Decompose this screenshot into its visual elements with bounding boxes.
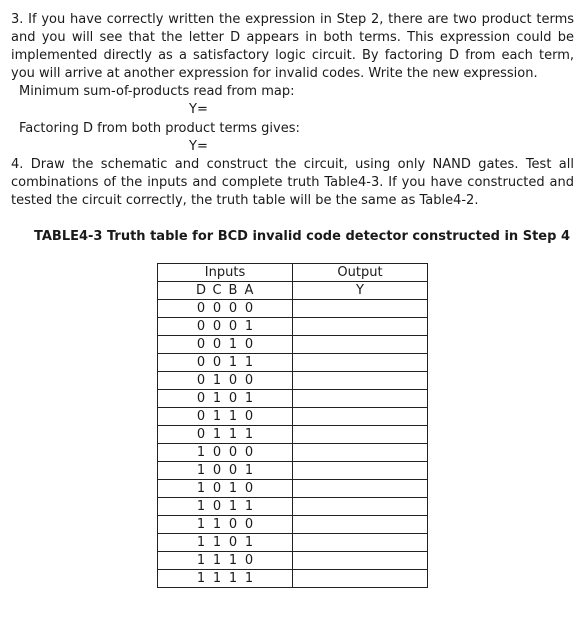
- input-var-names: [158, 282, 293, 300]
- input-bit: 0: [228, 463, 238, 478]
- input-bit: 0: [228, 517, 238, 532]
- input-bit: 1: [244, 355, 254, 370]
- output-cell[interactable]: [293, 444, 428, 462]
- input-combination: [158, 570, 293, 588]
- table-row: [158, 372, 428, 390]
- var-a: A: [244, 283, 254, 298]
- input-combination: [158, 354, 293, 372]
- input-combination: [158, 480, 293, 498]
- input-combination: [158, 516, 293, 534]
- var-d: D: [195, 283, 206, 298]
- output-cell[interactable]: [293, 318, 428, 336]
- input-bit: 1: [212, 553, 222, 568]
- truth-table: [157, 263, 428, 588]
- input-combination: [158, 534, 293, 552]
- input-bit: 0: [196, 301, 206, 316]
- step3-paragraph: 3. If you have correctly written the expression in Step 2, there are two product terms and you will see that the letter D appears in both terms. This expression could be implemented directly as a satisfactory logic circuit. By factoring D from each term, you will arrive at another expression for invalid codes. Write the new expression.: [11, 12, 574, 81]
- table-row: [158, 300, 428, 318]
- table-row: [158, 408, 428, 426]
- input-bit: 1: [228, 571, 238, 586]
- input-bit: 0: [212, 445, 222, 460]
- table-header-row: [158, 264, 428, 282]
- input-bit: 1: [244, 499, 254, 514]
- input-bit: 0: [196, 319, 206, 334]
- input-bit: 1: [212, 373, 222, 388]
- output-cell[interactable]: [293, 426, 428, 444]
- table-row: [158, 480, 428, 498]
- output-cell[interactable]: [293, 336, 428, 354]
- input-bit: 1: [212, 571, 222, 586]
- input-bit: 0: [196, 337, 206, 352]
- input-bit: 1: [244, 319, 254, 334]
- output-cell[interactable]: [293, 498, 428, 516]
- table-row: [158, 498, 428, 516]
- input-bit: 1: [228, 409, 238, 424]
- table-row: [158, 462, 428, 480]
- table-row: [158, 534, 428, 552]
- input-bit: 1: [196, 571, 206, 586]
- var-c: C: [212, 283, 222, 298]
- input-bit: 1: [228, 481, 238, 496]
- output-cell[interactable]: [293, 552, 428, 570]
- output-cell[interactable]: [293, 408, 428, 426]
- input-bit: 0: [244, 409, 254, 424]
- input-bit: 1: [196, 553, 206, 568]
- output-cell[interactable]: [293, 390, 428, 408]
- input-bit: 0: [244, 301, 254, 316]
- input-combination: [158, 318, 293, 336]
- y-expression-2: Y=: [189, 139, 208, 154]
- table-row: [158, 444, 428, 462]
- input-combination: [158, 498, 293, 516]
- output-cell[interactable]: [293, 534, 428, 552]
- table-row: [158, 390, 428, 408]
- input-bit: 1: [244, 427, 254, 442]
- input-combination: [158, 300, 293, 318]
- factoring-label: Factoring D from both product terms gives:: [19, 121, 300, 136]
- input-bit: 0: [212, 337, 222, 352]
- inputs-header: Inputs: [158, 264, 293, 282]
- input-bit: 0: [228, 391, 238, 406]
- table-row: [158, 318, 428, 336]
- input-bit: 1: [244, 463, 254, 478]
- step4-paragraph: 4. Draw the schematic and construct the circuit, using only NAND gates. Test all combinations of the inputs and complete truth Table4-3. If you have constructed and tested the circuit correctly, the truth table will be the same as Table4-2.: [11, 157, 574, 208]
- input-bit: 0: [228, 373, 238, 388]
- input-bit: 1: [228, 355, 238, 370]
- input-bit: 1: [228, 499, 238, 514]
- table-row: [158, 354, 428, 372]
- input-bit: 1: [212, 409, 222, 424]
- input-bit: 0: [244, 337, 254, 352]
- input-bit: 1: [228, 427, 238, 442]
- input-combination: [158, 552, 293, 570]
- input-bit: 0: [244, 373, 254, 388]
- input-bit: 1: [196, 535, 206, 550]
- input-bit: 0: [196, 409, 206, 424]
- input-bit: 1: [196, 463, 206, 478]
- input-bit: 0: [196, 427, 206, 442]
- input-bit: 0: [212, 301, 222, 316]
- table-caption: TABLE4-3 Truth table for BCD invalid code detector constructed in Step 4: [33, 229, 570, 244]
- var-b: B: [228, 283, 238, 298]
- table-row: [158, 552, 428, 570]
- input-bit: 1: [196, 481, 206, 496]
- input-bit: 1: [212, 517, 222, 532]
- input-bit: 0: [228, 445, 238, 460]
- input-bit: 0: [196, 355, 206, 370]
- input-bit: 0: [228, 319, 238, 334]
- input-bit: 1: [196, 445, 206, 460]
- input-combination: [158, 336, 293, 354]
- input-bit: 1: [244, 535, 254, 550]
- input-bit: 1: [212, 427, 222, 442]
- output-cell[interactable]: [293, 480, 428, 498]
- output-cell[interactable]: [293, 372, 428, 390]
- input-bit: 0: [228, 301, 238, 316]
- input-bit: 0: [212, 499, 222, 514]
- min-sop-label: Minimum sum-of-products read from map:: [19, 84, 295, 99]
- table-row: [158, 426, 428, 444]
- output-cell[interactable]: [293, 300, 428, 318]
- input-bit: 1: [228, 553, 238, 568]
- input-bit: 0: [212, 355, 222, 370]
- output-cell[interactable]: [293, 516, 428, 534]
- input-bit: 1: [212, 535, 222, 550]
- output-var-name: Y: [293, 282, 428, 300]
- input-combination: [158, 390, 293, 408]
- output-cell[interactable]: [293, 570, 428, 588]
- input-combination: [158, 372, 293, 390]
- table-row: [158, 516, 428, 534]
- input-bit: 0: [244, 445, 254, 460]
- table-row: [158, 336, 428, 354]
- output-header: Output: [293, 264, 428, 282]
- input-bit: 1: [212, 391, 222, 406]
- input-bit: 1: [228, 337, 238, 352]
- input-bit: 0: [244, 517, 254, 532]
- input-combination: [158, 426, 293, 444]
- input-bit: 0: [244, 481, 254, 496]
- table-row: [158, 570, 428, 588]
- output-cell[interactable]: [293, 462, 428, 480]
- input-bit: 1: [244, 571, 254, 586]
- output-cell[interactable]: [293, 354, 428, 372]
- input-bit: 0: [228, 535, 238, 550]
- input-bit: 1: [196, 517, 206, 532]
- input-bit: 1: [196, 499, 206, 514]
- input-bit: 0: [196, 373, 206, 388]
- y-expression-1: Y=: [189, 102, 208, 117]
- input-bit: 0: [212, 481, 222, 496]
- input-bit: 0: [196, 391, 206, 406]
- input-bit: 0: [212, 319, 222, 334]
- input-bit: 0: [212, 463, 222, 478]
- input-combination: [158, 462, 293, 480]
- input-bit: 1: [244, 391, 254, 406]
- input-combination: [158, 444, 293, 462]
- input-bit: 0: [244, 553, 254, 568]
- input-combination: [158, 408, 293, 426]
- table-varnames-row: [158, 282, 428, 300]
